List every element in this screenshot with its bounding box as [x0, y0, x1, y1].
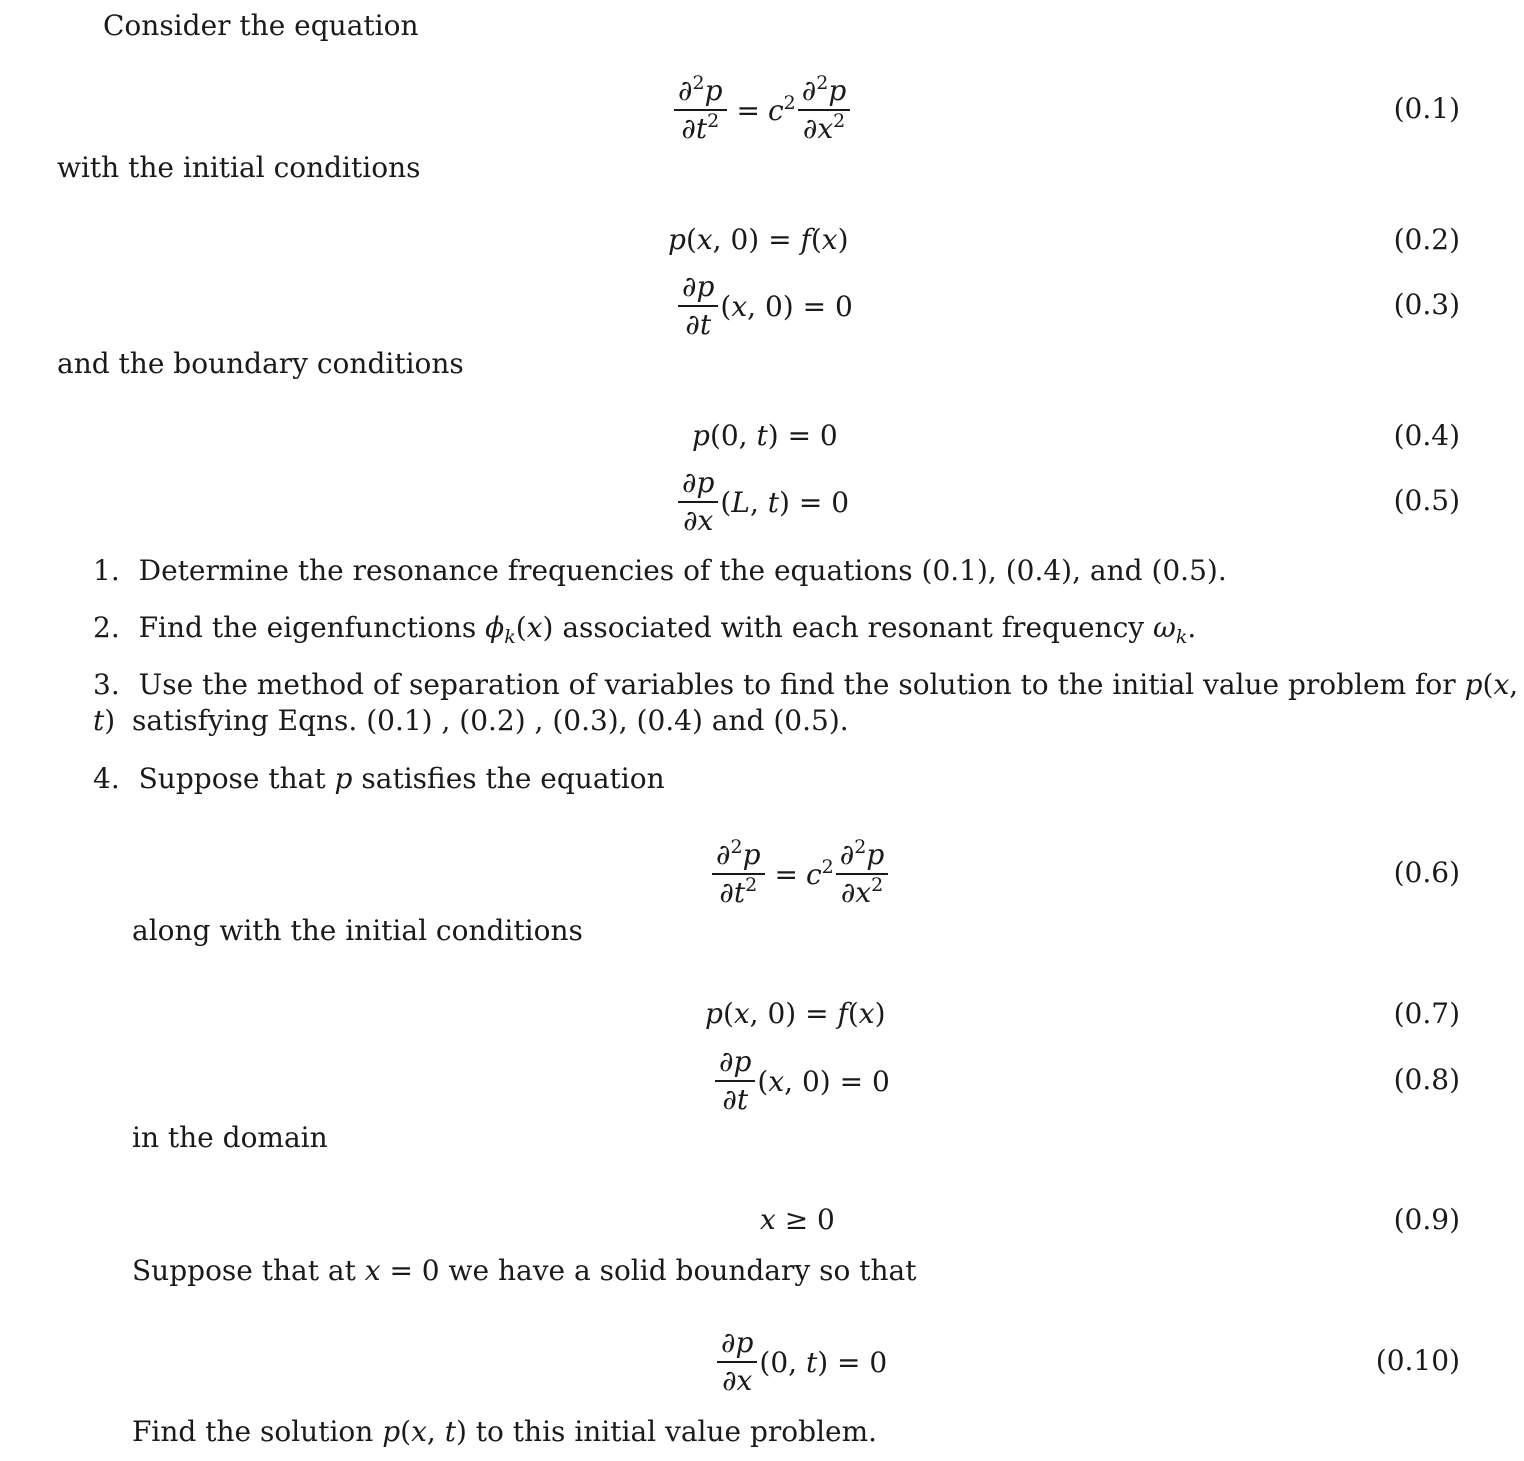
equation-number: (0.9)	[1393, 1203, 1460, 1236]
list-item-text: Find the eigenfunctions	[138, 611, 477, 644]
text-initial-conditions-2: along with the initial conditions	[132, 914, 583, 947]
list-marker: 3.	[93, 668, 120, 701]
list-item-text: Determine the resonance frequencies of the equations (0.1), (0.4), and (0.5).	[138, 554, 1227, 587]
equation-number: (0.7)	[1393, 997, 1460, 1030]
list-item-text: Suppose that	[138, 762, 326, 795]
list-item-text: Use the method of separation of variables to find the solution to the initial value problem for	[138, 668, 1456, 701]
intro-text: Consider the equation	[103, 9, 419, 42]
equation-number: (0.5)	[1393, 484, 1460, 517]
list-marker: 4.	[93, 762, 120, 795]
list-item	[93, 761, 665, 797]
equation-0-6: $\frac{\partial^2p}{\partial t^2}$ = $c^2$ $\frac{\partial^2p}{\partial x^2}$	[710, 838, 890, 910]
equation-number: (0.10)	[1375, 1344, 1460, 1377]
text-boundary-conditions: and the boundary conditions	[57, 347, 464, 380]
equation-0-1: $\frac{\partial^2p}{\partial t^2}$ = $c^2$ $\frac{\partial^2p}{\partial x^2}$	[672, 74, 852, 146]
equation-number: (0.3)	[1393, 288, 1460, 321]
equation-0-5: $\frac{\partial p}{\partial x}$ (L, t) = 0	[676, 466, 849, 538]
equation-number: (0.8)	[1393, 1063, 1460, 1096]
equation-0-9: x ≥ 0	[760, 1203, 835, 1236]
list-item	[93, 610, 1196, 646]
equation-number: (0.1)	[1393, 92, 1460, 125]
text-initial-conditions: with the initial conditions	[57, 151, 421, 184]
equation-number: (0.2)	[1393, 223, 1460, 256]
math-inline: p	[334, 762, 353, 795]
equation-0-2: p(x, 0) = f(x)	[668, 223, 849, 256]
list-item-text: satisfies the equation	[361, 762, 665, 795]
math-inline: $\phi_k(x)$	[485, 611, 563, 648]
list-item	[93, 553, 1227, 589]
list-marker: 1.	[93, 554, 120, 587]
math-inline: x = 0	[364, 1254, 449, 1287]
equation-0-4: p(0, t) = 0	[692, 419, 838, 452]
equation-0-8: $\frac{\partial p}{\partial t}$ (x, 0) = 0	[713, 1045, 890, 1117]
text-in-domain: in the domain	[132, 1121, 328, 1154]
equation-number: (0.4)	[1393, 419, 1460, 452]
text-final: Find the solution p(x, t) to this initial value problem.	[132, 1415, 878, 1448]
list-item-text: associated with each resonant frequency	[562, 611, 1145, 644]
equation-0-3: $\frac{\partial p}{\partial t}$ (x, 0) = 0	[676, 270, 853, 342]
text-solid-boundary: Suppose that at x = 0 we have a solid boundary so that	[132, 1254, 917, 1287]
math-inline: $\omega_k$.	[1152, 611, 1197, 648]
equation-0-7: p(x, 0) = f(x)	[705, 997, 886, 1030]
list-item-text: satisfying Eqns. (0.1) , (0.2) , (0.3), (0.4) and (0.5).	[132, 704, 849, 737]
math-inline: p(x, t)	[93, 668, 1519, 737]
math-inline: p(x, t)	[382, 1415, 476, 1448]
list-marker: 2.	[93, 611, 120, 644]
equation-0-10: $\frac{\partial p}{\partial x}$ (0, t) = 0	[715, 1326, 887, 1398]
equation-number: (0.6)	[1393, 856, 1460, 889]
